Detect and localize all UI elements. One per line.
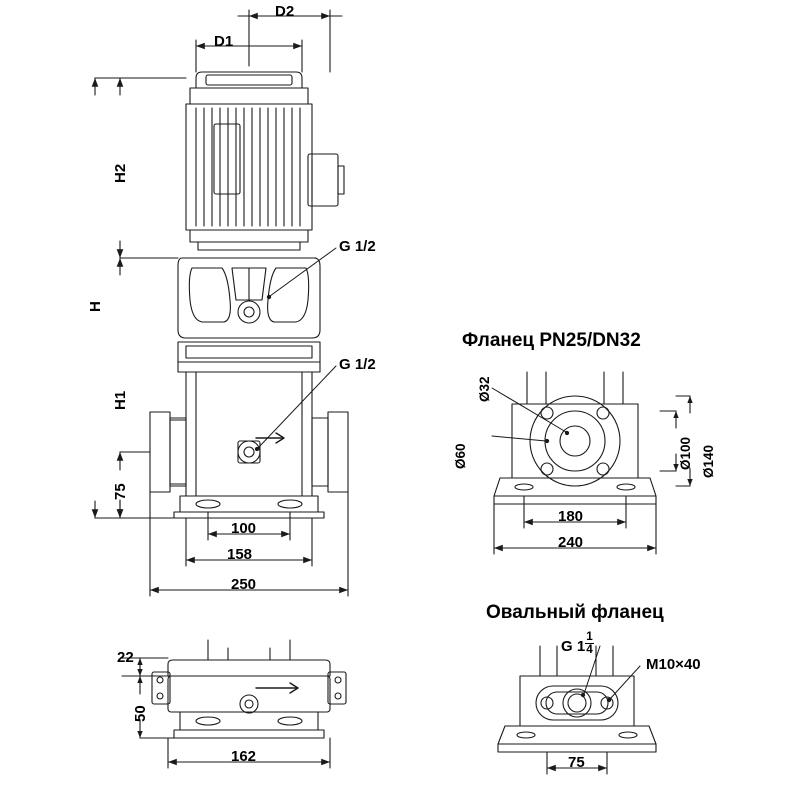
dimension-75-oval: 75 [568,754,585,771]
dimension-250: 250 [231,576,257,593]
dimension-158: 158 [227,546,253,563]
dimension-50: 50 [132,705,149,722]
flange-view-title: Фланец PN25/DN32 [462,330,641,351]
dimension-h1: H1 [112,390,129,410]
dimension-d32: Ø32 [477,376,492,402]
dimension-d2: D2 [275,3,295,20]
dimension-180: 180 [558,508,584,525]
dimension-d1: D1 [214,33,234,50]
callout-g1-1-4-prefix: G 1 [561,637,586,655]
dimension-240: 240 [558,534,584,551]
callout-g12-lower: G 1/2 [339,356,376,373]
oval-flange-view-title: Овальный фланец [486,602,664,623]
callout-g1-1-4-fraction: $\frac{1}{4}$ [586,630,593,656]
dimension-162: 162 [231,748,257,765]
dimension-h2: H2 [112,163,129,183]
dimension-d100: Ø100 [678,436,693,470]
dimension-d140: Ø140 [701,444,716,478]
callout-g1-1-4 [561,631,594,655]
callout-g12-upper: G 1/2 [339,238,376,255]
dimension-100: 100 [231,520,257,537]
dimension-22: 22 [117,649,134,666]
dimension-75-main: 75 [112,483,129,500]
dimension-h: H [87,301,104,312]
dimension-d60: Ø60 [453,443,468,469]
callout-m10x40: M10×40 [646,656,701,673]
